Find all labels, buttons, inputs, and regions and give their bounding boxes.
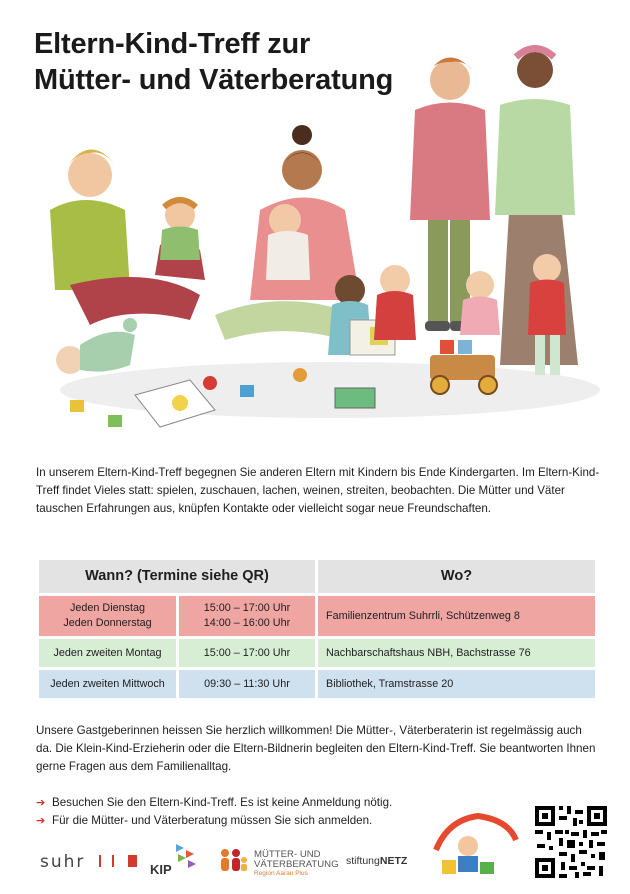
row-3-day: Jeden zweiten Mittwoch xyxy=(39,670,176,698)
families-illustration xyxy=(30,35,605,435)
info-bullets xyxy=(36,794,456,830)
title-line-2: Mütter- und Väterberatung xyxy=(34,64,394,96)
red-arrow-icon: ➔ xyxy=(36,815,46,827)
row-2-place: Nachbarschaftshaus NBH, Bachstrasse 76 xyxy=(318,639,595,667)
stiftung-netz-logo: stiftungNETZ xyxy=(346,855,408,867)
baby-lying-figure xyxy=(56,318,137,374)
bullet-item-2 xyxy=(36,812,456,830)
row-1-day-2: Jeden Donnerstag xyxy=(63,617,152,629)
suhr-logo: suhr xyxy=(40,852,137,872)
row-2-time: 15:00 – 17:00 Uhr xyxy=(179,639,315,667)
bullet-text-2: Für die Mütter- und Väterberatung müssen Sie sich anmelden. xyxy=(52,814,373,827)
qr-code-icon[interactable] xyxy=(533,804,609,880)
row-3-place: Bibliothek, Tramstrasse 20 xyxy=(318,670,595,698)
muetter-vaeterberatung-logo: MÜTTER- UND VÄTERBERATUNG Region Aarau Plus xyxy=(218,848,248,877)
bullet-item-1 xyxy=(36,794,456,812)
kip-logo: KIP xyxy=(148,842,208,883)
title-line-1: Eltern-Kind-Treff zur xyxy=(34,28,311,60)
red-arrow-icon: ➔ xyxy=(36,797,46,809)
outro-paragraph: Unsere Gastgeberinnen heissen Sie herzlich willkommen! Die Mütter-, Väterberaterin ist regelmässig auch da. Die Klein-Kind-Erzieherin oder die Eltern-Bildnerin begleiten den Eltern-Kind-Treff. Sie beantworten Ihnen gerne Fragen aus dem Familienalltag. xyxy=(36,724,596,773)
row-3-time: 09:30 – 11:30 Uhr xyxy=(179,670,315,698)
puzzelbaum-logo xyxy=(428,810,522,882)
intro-paragraph: In unserem Eltern-Kind-Treff begegnen Sie anderen Eltern mit Kindern bis Ende Kindergarten. Im Eltern-Kind-Treff findet Vieles statt: spielen, zuschauen, lachen, weinen, streiten, beobachten. Die Mütter und Väter tauschen Erfahrungen aus, knüpfen Kontakte oder vielleicht sogar neue Freundschaften. xyxy=(36,466,600,515)
row-1-day-1: Jeden Dienstag xyxy=(69,602,146,614)
row-1-times xyxy=(179,596,315,636)
family-people-icon xyxy=(218,848,248,872)
row-2-day: Jeden zweiten Montag xyxy=(39,639,176,667)
bullet-text-1: Besuchen Sie den Eltern-Kind-Treff. Es ist keine Anmeldung nötig. xyxy=(52,796,393,809)
header-when: Wann? (Termine siehe QR) xyxy=(39,560,315,593)
girl-on-knee-figure xyxy=(160,200,200,260)
row-1-time-2: 14:00 – 16:00 Uhr xyxy=(203,617,291,629)
row-1-days xyxy=(39,596,176,636)
red-shirt-child-figure xyxy=(374,265,416,340)
row-1-time-1: 15:00 – 17:00 Uhr xyxy=(203,602,291,614)
row-1-place: Familienzentrum Suhrrli, Schützenweg 8 xyxy=(318,596,595,636)
header-where: Wo? xyxy=(318,560,595,593)
